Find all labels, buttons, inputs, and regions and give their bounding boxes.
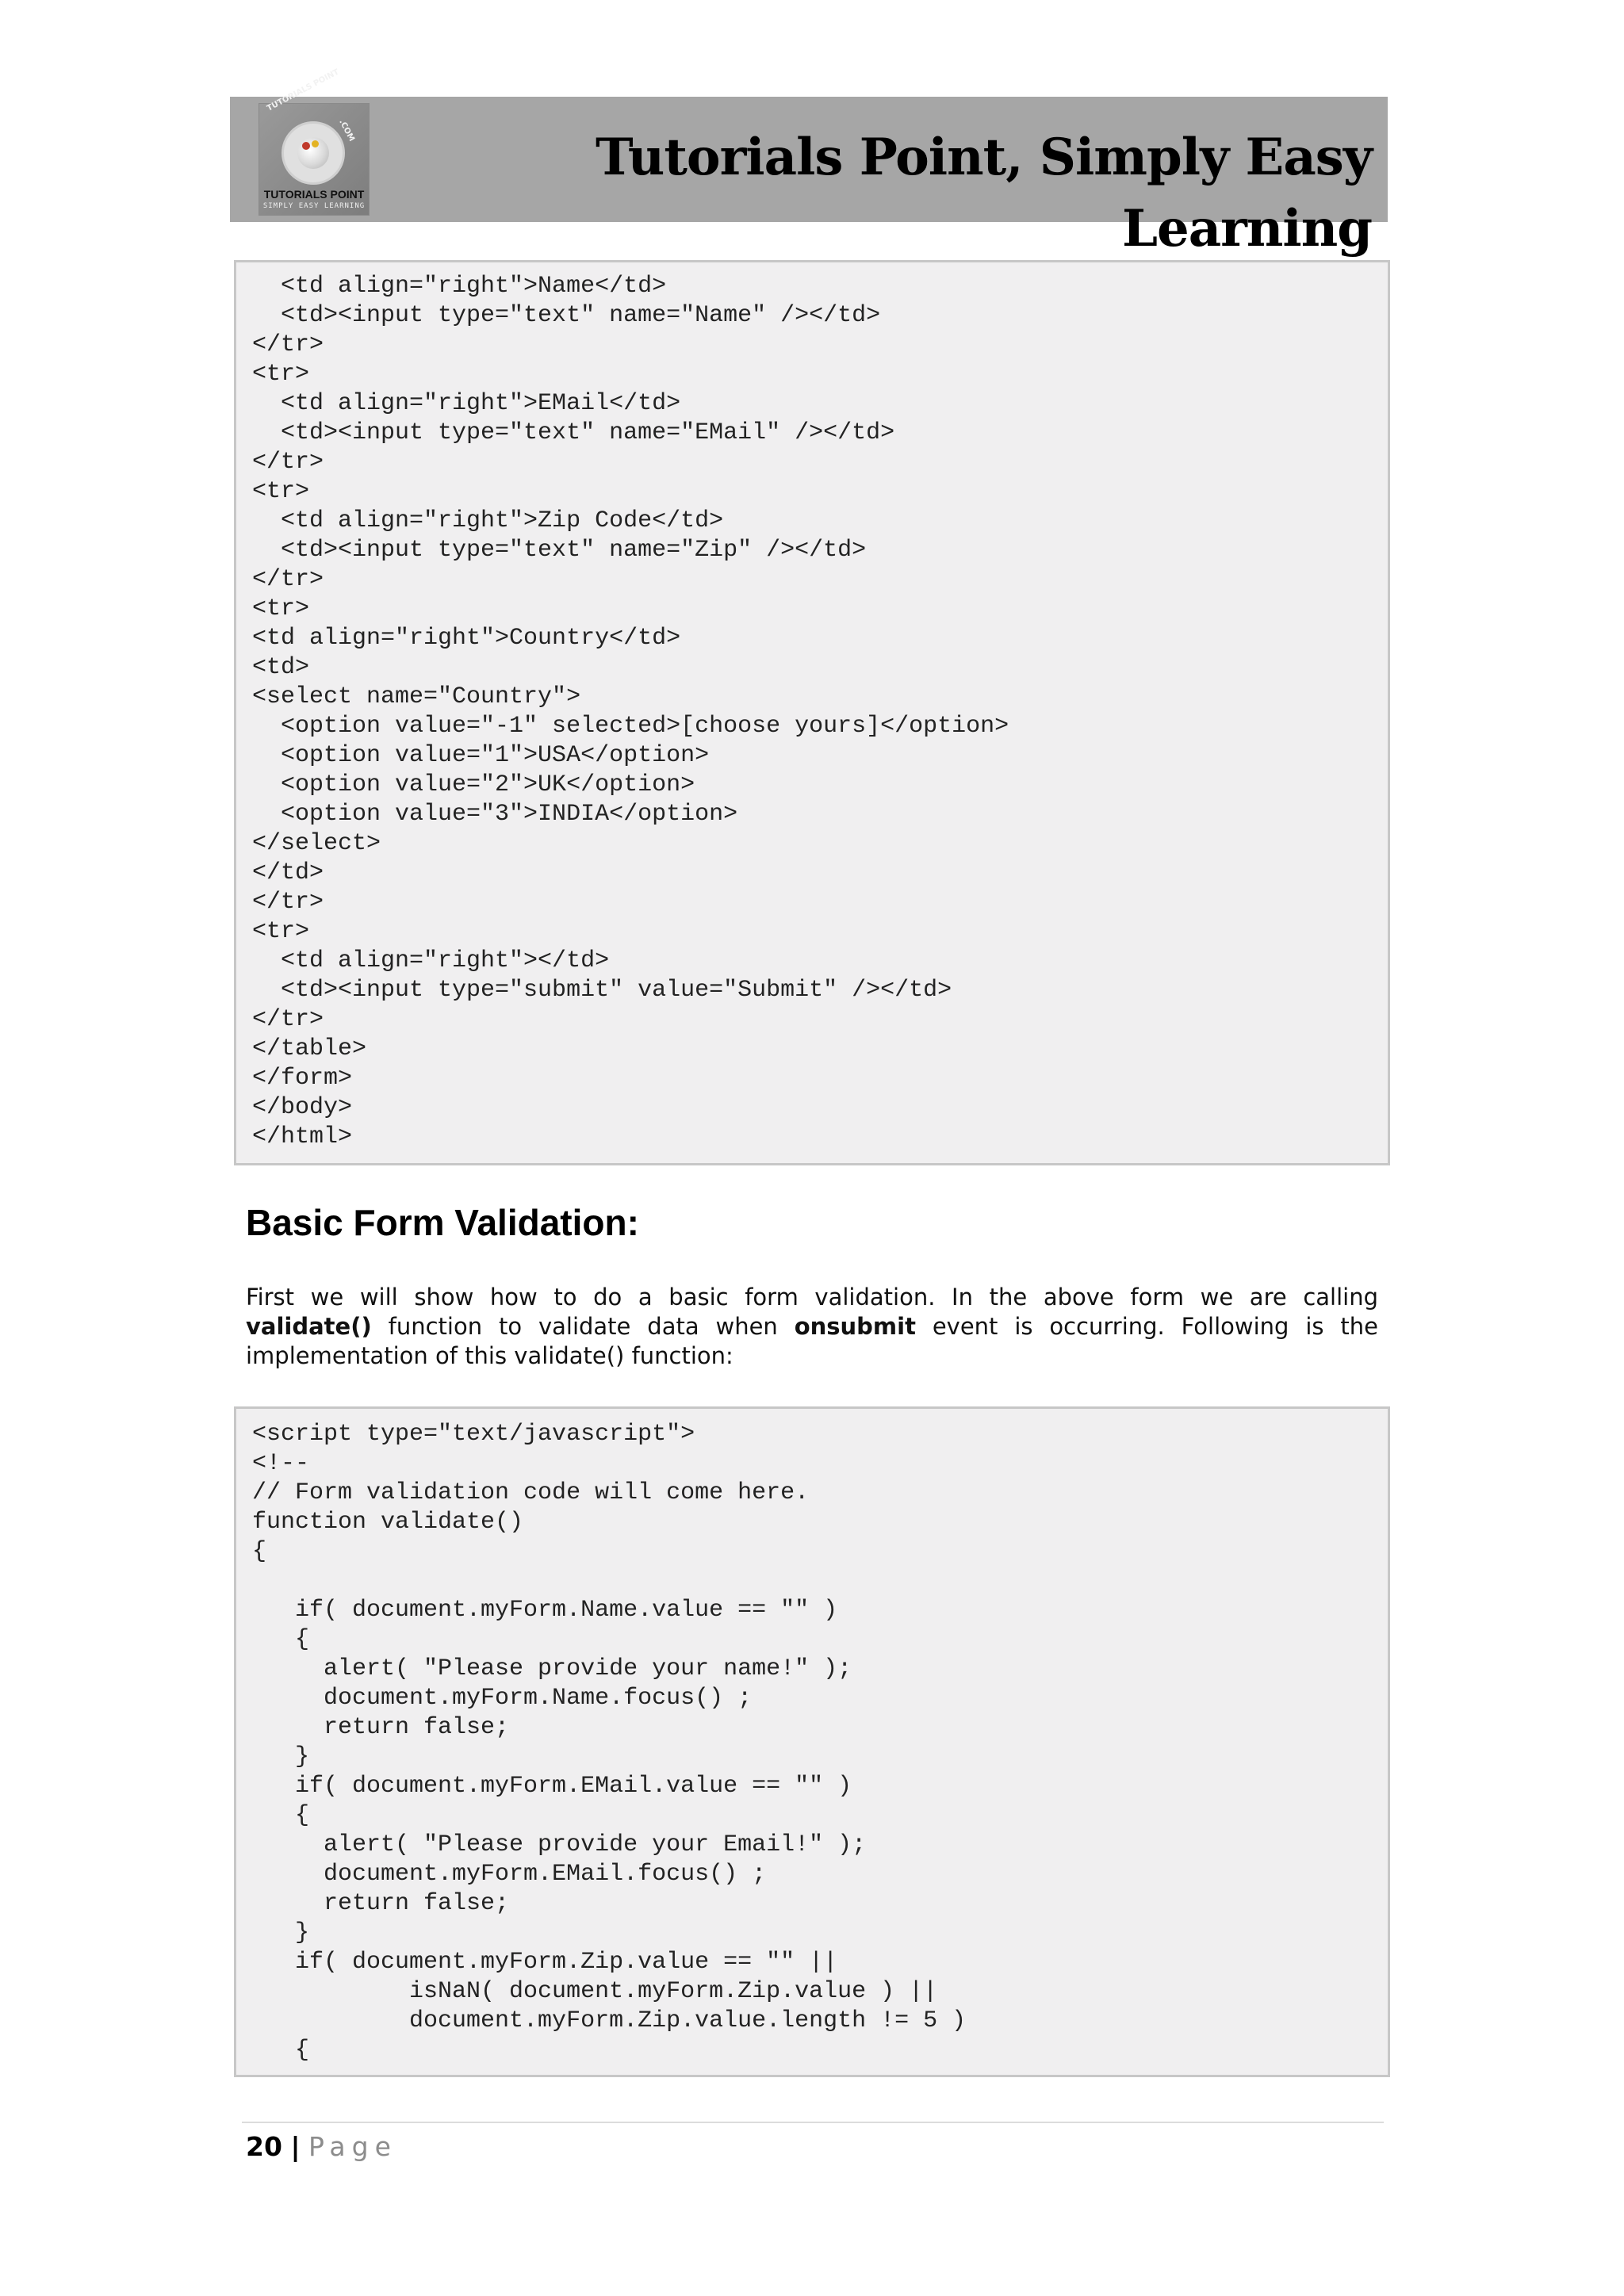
code-line: if( document.myForm.Zip.value == "" || — [252, 1949, 838, 1976]
code-line: <tr> — [252, 478, 310, 505]
code-line: <tr> — [252, 918, 310, 945]
code-line: <td><input type="text" name="Zip" /></td> — [252, 537, 867, 564]
code-line: </form> — [252, 1065, 353, 1092]
inline-code-validate: validate() — [246, 1313, 372, 1340]
code-line: </html> — [252, 1123, 353, 1150]
code-line: if( document.myForm.EMail.value == "" ) — [252, 1773, 852, 1800]
code-line: // Form validation code will come here. — [252, 1479, 810, 1506]
code-line: <tr> — [252, 595, 310, 622]
code-line: <option value="1">USA</option> — [252, 742, 710, 769]
code-line: </body> — [252, 1094, 353, 1121]
code-line: <td><input type="text" name="Name" /></td> — [252, 302, 881, 329]
paragraph-text: function to validate data when — [371, 1313, 795, 1340]
page-footer — [246, 2130, 397, 2164]
code-line: </tr> — [252, 889, 324, 916]
code-line: document.myForm.Name.focus() ; — [252, 1685, 753, 1712]
section-paragraph — [246, 1283, 1378, 1371]
code-line: { — [252, 1802, 310, 1829]
code-line: alert( "Please provide your Email!" ); — [252, 1831, 867, 1858]
logo-arc-text: TUTORIALS POINT — [266, 67, 341, 113]
logo-tagline: SIMPLY EASY LEARNING — [262, 202, 366, 210]
code-line: </tr> — [252, 449, 324, 476]
paragraph-line — [246, 1341, 1378, 1371]
code-line: document.myForm.EMail.focus() ; — [252, 1861, 767, 1888]
paragraph-text: implementation of this validate() function: — [246, 1342, 733, 1369]
inline-code-onsubmit: onsubmit — [794, 1313, 916, 1340]
footer-divider — [242, 2122, 1384, 2123]
code-line: <td> — [252, 654, 310, 681]
code-line: </tr> — [252, 1006, 324, 1033]
tutorials-point-logo — [259, 67, 370, 216]
code-line: <option value="3">INDIA</option> — [252, 801, 738, 828]
code-line: <!-- — [252, 1450, 310, 1477]
code-line: <td><input type="text" name="EMail" /></td> — [252, 419, 895, 446]
logo-arc-text-right: .COM — [337, 118, 356, 144]
code-line: { — [252, 2037, 310, 2064]
code-block-javascript-validation — [234, 1406, 1390, 2077]
paragraph-line — [246, 1283, 1378, 1312]
page-separator: | — [290, 2131, 301, 2162]
page-header — [230, 67, 1388, 258]
code-line: </tr> — [252, 331, 324, 358]
code-line: <td align="right">Country</td> — [252, 625, 681, 652]
code-line: <option value="2">UK</option> — [252, 771, 695, 798]
code-line: <td align="right"></td> — [252, 947, 610, 974]
code-line: if( document.myForm.Name.value == "" ) — [252, 1597, 838, 1624]
section-heading: Basic Form Validation: — [246, 1202, 639, 1243]
code-line: document.myForm.Zip.value.length != 5 ) — [252, 2007, 967, 2034]
code-line: <td align="right">Zip Code</td> — [252, 507, 724, 534]
code-line: alert( "Please provide your name!" ); — [252, 1655, 852, 1682]
page-label: Page — [308, 2131, 397, 2162]
code-line: return false; — [252, 1890, 510, 1917]
code-line: return false; — [252, 1714, 510, 1741]
code-line: </select> — [252, 830, 381, 857]
logo-name: TUTORIALS POINT — [263, 188, 365, 201]
code-line: isNaN( document.myForm.Zip.value ) || — [252, 1978, 938, 2005]
paragraph-text: First we will show how to do a basic form validation. In the above form we are calling — [246, 1284, 1378, 1311]
code-line: <select name="Country"> — [252, 683, 581, 710]
logo-dot-icon — [312, 140, 319, 147]
page-number: 20 — [246, 2131, 282, 2162]
code-line: </td> — [252, 859, 324, 886]
code-line: </tr> — [252, 566, 324, 593]
code-line: </table> — [252, 1035, 367, 1062]
code-line: <td><input type="submit" value="Submit" /></td> — [252, 977, 952, 1004]
code-line: <tr> — [252, 361, 310, 388]
code-line: <script type="text/javascript"> — [252, 1421, 695, 1448]
code-line: <option value="-1" selected>[choose yours]</option> — [252, 713, 1009, 740]
code-line: { — [252, 1626, 310, 1653]
code-block-html-form — [234, 260, 1390, 1165]
code-line: } — [252, 1743, 310, 1770]
logo-dot-icon — [302, 142, 310, 150]
code-line: { — [252, 1538, 267, 1565]
paragraph-text: event is occurring. Following is the — [915, 1313, 1378, 1340]
code-line: <td align="right">Name</td> — [252, 273, 667, 300]
code-line: } — [252, 1919, 310, 1946]
header-title: Tutorials Point, Simply Easy Learning — [596, 128, 1372, 258]
code-line — [252, 1567, 1372, 1596]
paragraph-line — [246, 1312, 1378, 1341]
code-line: <td align="right">EMail</td> — [252, 390, 681, 417]
code-line: function validate() — [252, 1509, 524, 1536]
